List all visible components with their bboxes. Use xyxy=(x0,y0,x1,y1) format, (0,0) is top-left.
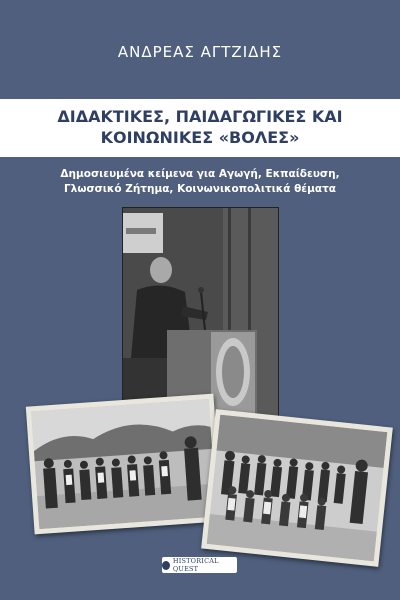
subtitle xyxy=(0,167,400,197)
title-line-1: ΔΙΔΑΚΤΙΚΕΣ, ΠΑΙΔΑΓΩΓΙΚΕΣ ΚΑΙ xyxy=(57,107,343,126)
title-line-2: ΚΟΙΝΩΝΙΚΕΣ «ΒΟΛΕΣ» xyxy=(100,128,300,147)
author-name: ΑΝΔΡΕΑΣ ΑΓΤΖΙΔΗΣ xyxy=(117,43,283,61)
group-photo-left xyxy=(26,394,222,535)
title-band xyxy=(0,99,400,157)
publisher-logo xyxy=(162,557,237,573)
group-photo-right xyxy=(201,409,393,567)
subtitle-line-1: Δημοσιευμένα κείμενα για Αγωγή, Εκπαίδευση, xyxy=(60,168,340,180)
speaker-photo xyxy=(123,208,278,416)
publisher-name: HISTORICAL QUEST xyxy=(172,557,219,573)
knight-icon xyxy=(162,561,170,570)
subtitle-line-2: Γλωσσικό Ζήτημα, Κοινωνικοπολιτικά θέματα xyxy=(63,183,336,195)
